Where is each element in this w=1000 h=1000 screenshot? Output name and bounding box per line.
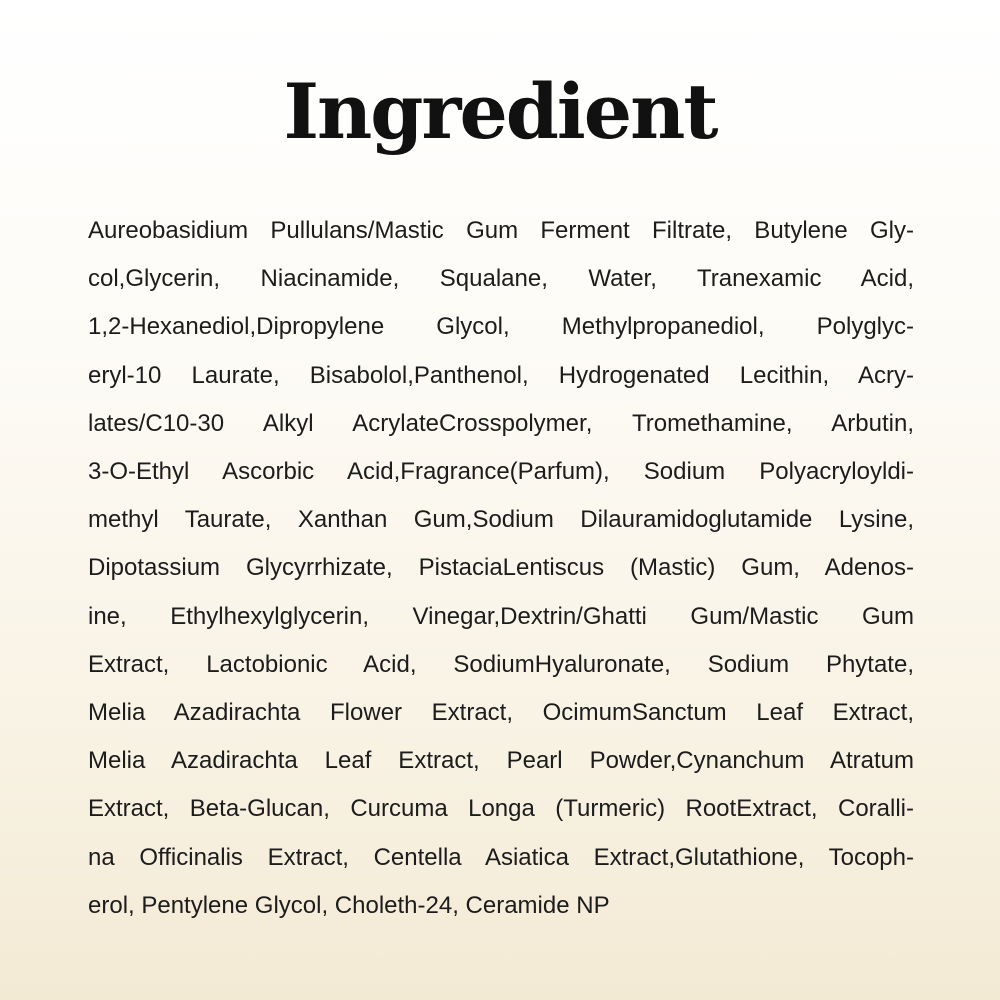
ingredient-line: 1,2-Hexanediol,Dipropylene Glycol, Methylpropanediol, Polyglyc- — [88, 313, 914, 341]
ingredient-line: Dipotassium Glycyrrhizate, PistaciaLentiscus (Mastic) Gum, Adenos- — [88, 554, 914, 582]
ingredient-line: Melia Azadirachta Leaf Extract, Pearl Powder,Cynanchum Atratum — [88, 747, 914, 775]
page-title: Ingredient — [283, 67, 717, 156]
ingredient-line: col,Glycerin, Niacinamide, Squalane, Water, Tranexamic Acid, — [88, 265, 914, 293]
ingredient-line: ine, Ethylhexylglycerin, Vinegar,Dextrin/Ghatti Gum/Mastic Gum — [88, 602, 914, 630]
ingredient-line: Extract, Lactobionic Acid, SodiumHyaluronate, Sodium Phytate, — [88, 650, 914, 678]
ingredient-line: methyl Taurate, Xanthan Gum,Sodium Dilauramidoglutamide Lysine, — [88, 506, 914, 534]
ingredient-line: Melia Azadirachta Flower Extract, OcimumSanctum Leaf Extract, — [88, 699, 914, 727]
ingredient-line: lates/C10-30 Alkyl AcrylateCrosspolymer, Tromethamine, Arbutin, — [88, 409, 914, 437]
ingredient-line: na Officinalis Extract, Centella Asiatica Extract,Glutathione, Tocoph- — [88, 843, 914, 871]
ingredient-line: Extract, Beta-Glucan, Curcuma Longa (Turmeric) RootExtract, Coralli- — [88, 795, 914, 823]
ingredient-line: 3-O-Ethyl Ascorbic Acid,Fragrance(Parfum), Sodium Polyacryloyldi- — [88, 458, 914, 486]
ingredient-line: eryl-10 Laurate, Bisabolol,Panthenol, Hydrogenated Lecithin, Acry- — [88, 361, 914, 389]
ingredient-line: Aureobasidium Pullulans/Mastic Gum Ferment Filtrate, Butylene Gly- — [88, 217, 914, 244]
ingredient-list — [88, 207, 914, 930]
ingredient-line: erol, Pentylene Glycol, Choleth-24, Ceramide NP — [88, 891, 610, 919]
